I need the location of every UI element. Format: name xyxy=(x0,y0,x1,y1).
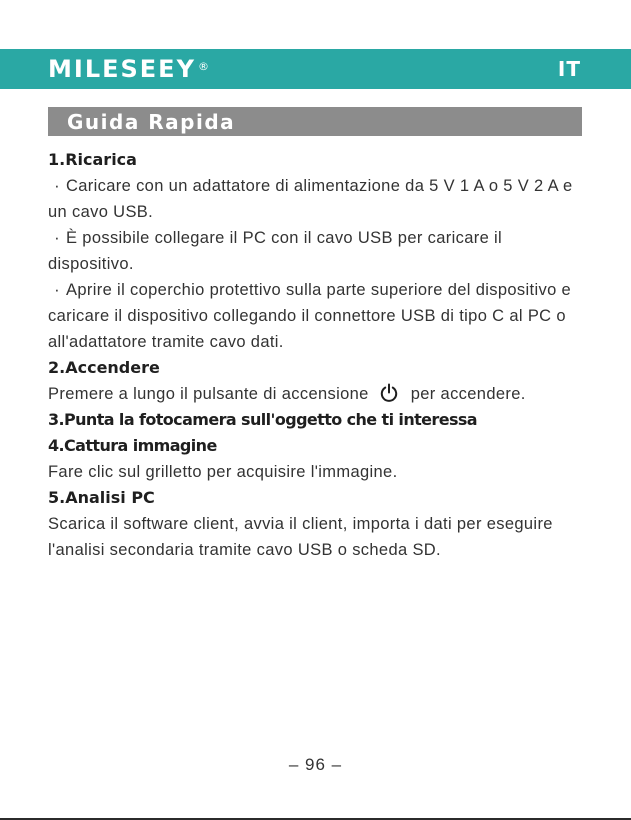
section-bar xyxy=(48,107,582,136)
language-code: IT xyxy=(557,57,581,81)
step-2-text-after: per accendere. xyxy=(410,385,526,403)
bullet-marker: · xyxy=(54,177,60,195)
step-3-heading: 3.Punta la fotocamera sull'oggetto che ti interessa xyxy=(48,410,477,429)
step-2-heading: 2.Accendere xyxy=(48,358,160,377)
registered-mark: ® xyxy=(197,60,209,73)
step-5-heading: 5.Analisi PC xyxy=(48,488,155,507)
step-1-heading: 1.Ricarica xyxy=(48,150,137,169)
step-2-text xyxy=(48,381,588,407)
brand-logo xyxy=(48,55,209,83)
document-content xyxy=(48,147,588,563)
step-4-heading: 4.Cattura immagine xyxy=(48,436,217,455)
step-1-bullet-2 xyxy=(48,225,588,277)
bullet-marker: · xyxy=(54,281,60,299)
step-1-bullet-3 xyxy=(48,277,588,355)
brand-name: MILESEEY xyxy=(48,55,196,83)
step-5-text: Scarica il software client, avvia il client, importa i dati per eseguire l'analisi secondaria tramite cavo USB o scheda SD. xyxy=(48,515,553,559)
bullet-marker: · xyxy=(54,229,60,247)
bullet-text: Caricare con un adattatore di alimentazione da 5 V 1 A o 5 V 2 A e un cavo USB. xyxy=(48,177,573,221)
bullet-text: È possibile collegare il PC con il cavo USB per caricare il dispositivo. xyxy=(48,229,503,273)
step-2-text-before: Premere a lungo il pulsante di accensione xyxy=(48,385,369,403)
header-band xyxy=(0,49,631,89)
step-4-text: Fare clic sul grilletto per acquisire l'immagine. xyxy=(48,463,398,481)
section-title: Guida Rapida xyxy=(67,110,236,134)
power-icon xyxy=(379,383,399,403)
bullet-text: Aprire il coperchio protettivo sulla parte superiore del dispositivo e caricare il dispositivo collegando il connettore USB di tipo C al PC o all'adattatore tramite cavo dati. xyxy=(48,281,572,351)
page-number: – 96 – xyxy=(288,755,343,774)
step-1-bullet-1 xyxy=(48,173,588,225)
